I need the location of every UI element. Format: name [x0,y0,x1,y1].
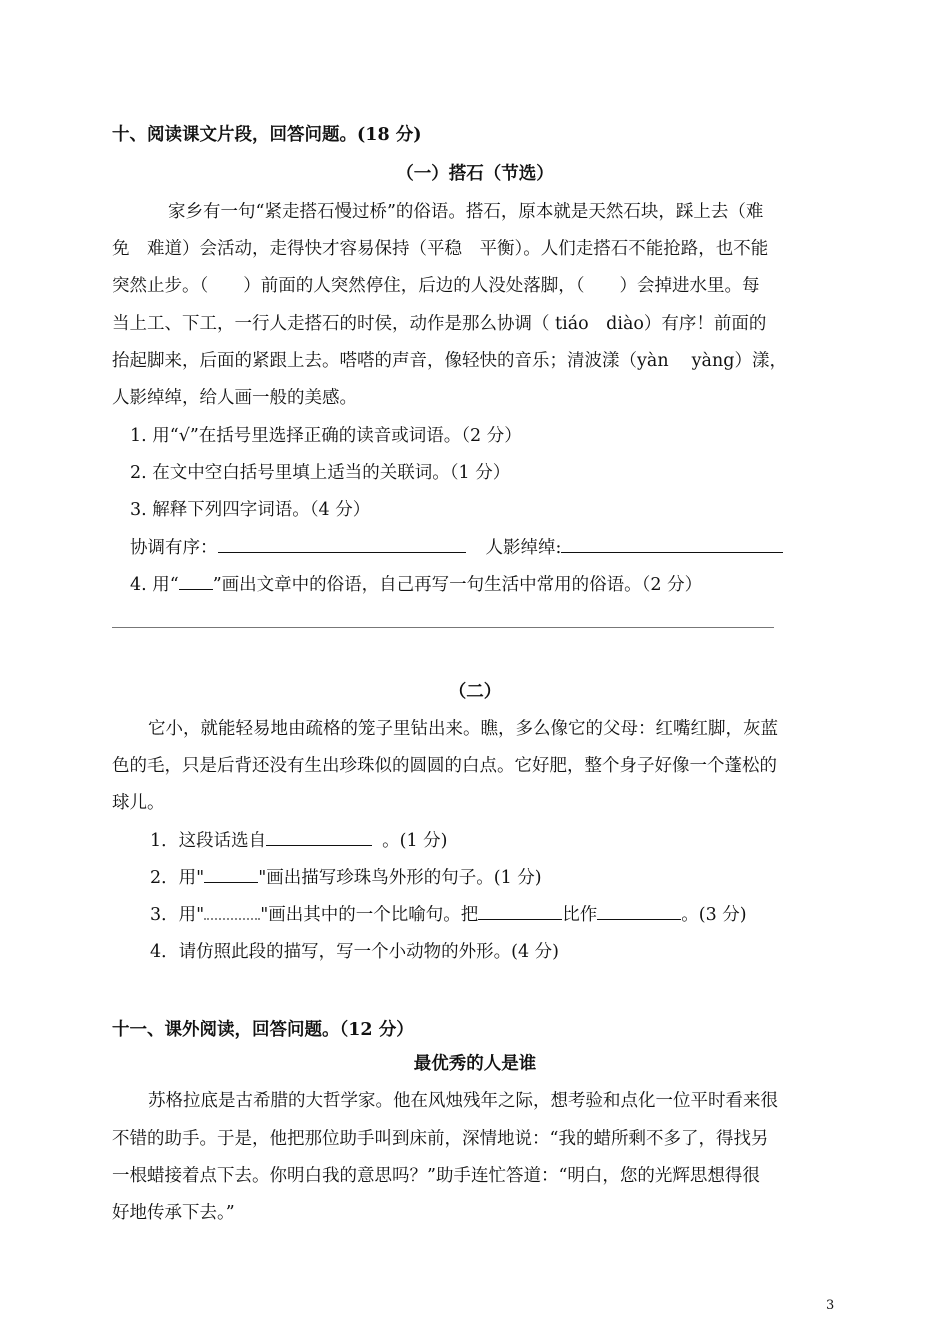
passage-line: 它小，就能轻易地由疏格的笼子里钻出来。瞧，多么像它的父母：红嘴红脚，灰蓝 [148,719,778,739]
passage-line: 色的毛，只是后背还没有生出珍珠似的圆圆的白点。它好肥，整个身子好像一个蓬松的 [112,756,777,776]
question-4: 4．请仿照此段的描写，写一个小动物的外形。(4 分) [150,942,559,962]
question-text: 。(1 分) [382,831,448,851]
question-3: 3. 解释下列四字词语。（4 分） [130,500,371,520]
wavy-line-sample [204,904,260,920]
question-4-text: ”画出文章中的俗语，自己再写一句生活中常用的俗语。（2 分） [212,575,703,595]
passage-line: 突然止步。（ ）前面的人突然停住，后边的人没处落脚，（ ）会掉进水里。每 [112,276,760,296]
question-text: 1．这段话选自 [150,831,267,851]
answer-blank[interactable] [478,901,562,920]
passage-line: 不错的助手。于是，他把那位助手叫到床前，深情地说：“我的蜡所剩不多了，得找另 [112,1129,769,1149]
question-text: 。(3 分) [681,905,747,925]
question-text: 3．用" [150,905,205,925]
passage-line: 好地传承下去。” [112,1203,235,1223]
passage-title: 最优秀的人是谁 [413,1054,537,1074]
question-text: "画出其中的一个比喻句。把 [260,905,479,925]
passage-line: 球儿。 [112,793,165,813]
question-4-text: 4. 用“ [130,575,179,595]
passage-line: 免 难道）会活动，走得快才容易保持（平稳 平衡）。人们走搭石不能抢路，也不能 [112,239,769,259]
answer-blank[interactable] [266,827,372,846]
term-label: 协调有序： [130,538,218,558]
answer-blank[interactable] [597,901,681,920]
underline-sample [179,571,213,590]
answer-blank[interactable] [218,534,466,553]
answer-blank[interactable] [561,534,783,553]
answer-line[interactable] [112,627,774,628]
page-number: 3 [826,1298,835,1313]
passage-line: 家乡有一句“紧走搭石慢过桥”的俗语。搭石，原本就是天然石块，踩上去（难 [168,202,764,222]
passage-line: 抬起脚来，后面的紧跟上去。嗒嗒的声音，像轻快的音乐；清波漾（yàn yàng）漾， [112,351,787,371]
question-text: 2．用" [150,868,205,888]
question-text: "画出描写珍珠鸟外形的句子。(1 分) [258,868,542,888]
passage-line: 一根蜡接着点下去。你明白我的意思吗？”助手连忙答道：“明白，您的光辉思想得很 [112,1166,760,1186]
question-1: 1. 用“√”在括号里选择正确的读音或词语。（2 分） [130,426,522,446]
question-3-answer-row [130,534,783,559]
section-10-title: 十、阅读课文片段，回答问题。(18 分) [112,125,422,145]
question-1 [150,827,448,852]
section-11-title: 十一、课外阅读，回答问题。（12 分） [112,1020,414,1040]
underline-sample [204,864,258,883]
question-4 [130,571,702,596]
term-label: 人影绰绰: [485,538,562,558]
part-1-title: （一）搭石（节选） [396,164,554,184]
question-2: 2. 在文中空白括号里填上适当的关联词。（1 分） [130,463,511,483]
question-2 [150,864,542,889]
passage-line: 人影绰绰，给人画一般的美感。 [112,388,357,408]
part-2-title: （二） [448,682,502,702]
passage-line: 当上工、下工，一行人走搭石的时侯，动作是那么协调（ tiáo diào）有序！前面的 [112,314,767,334]
passage-line: 苏格拉底是古希腊的大哲学家。他在风烛残年之际，想考验和点化一位平时看来很 [148,1091,778,1111]
question-text: 比作 [562,905,598,925]
question-3 [150,901,747,926]
